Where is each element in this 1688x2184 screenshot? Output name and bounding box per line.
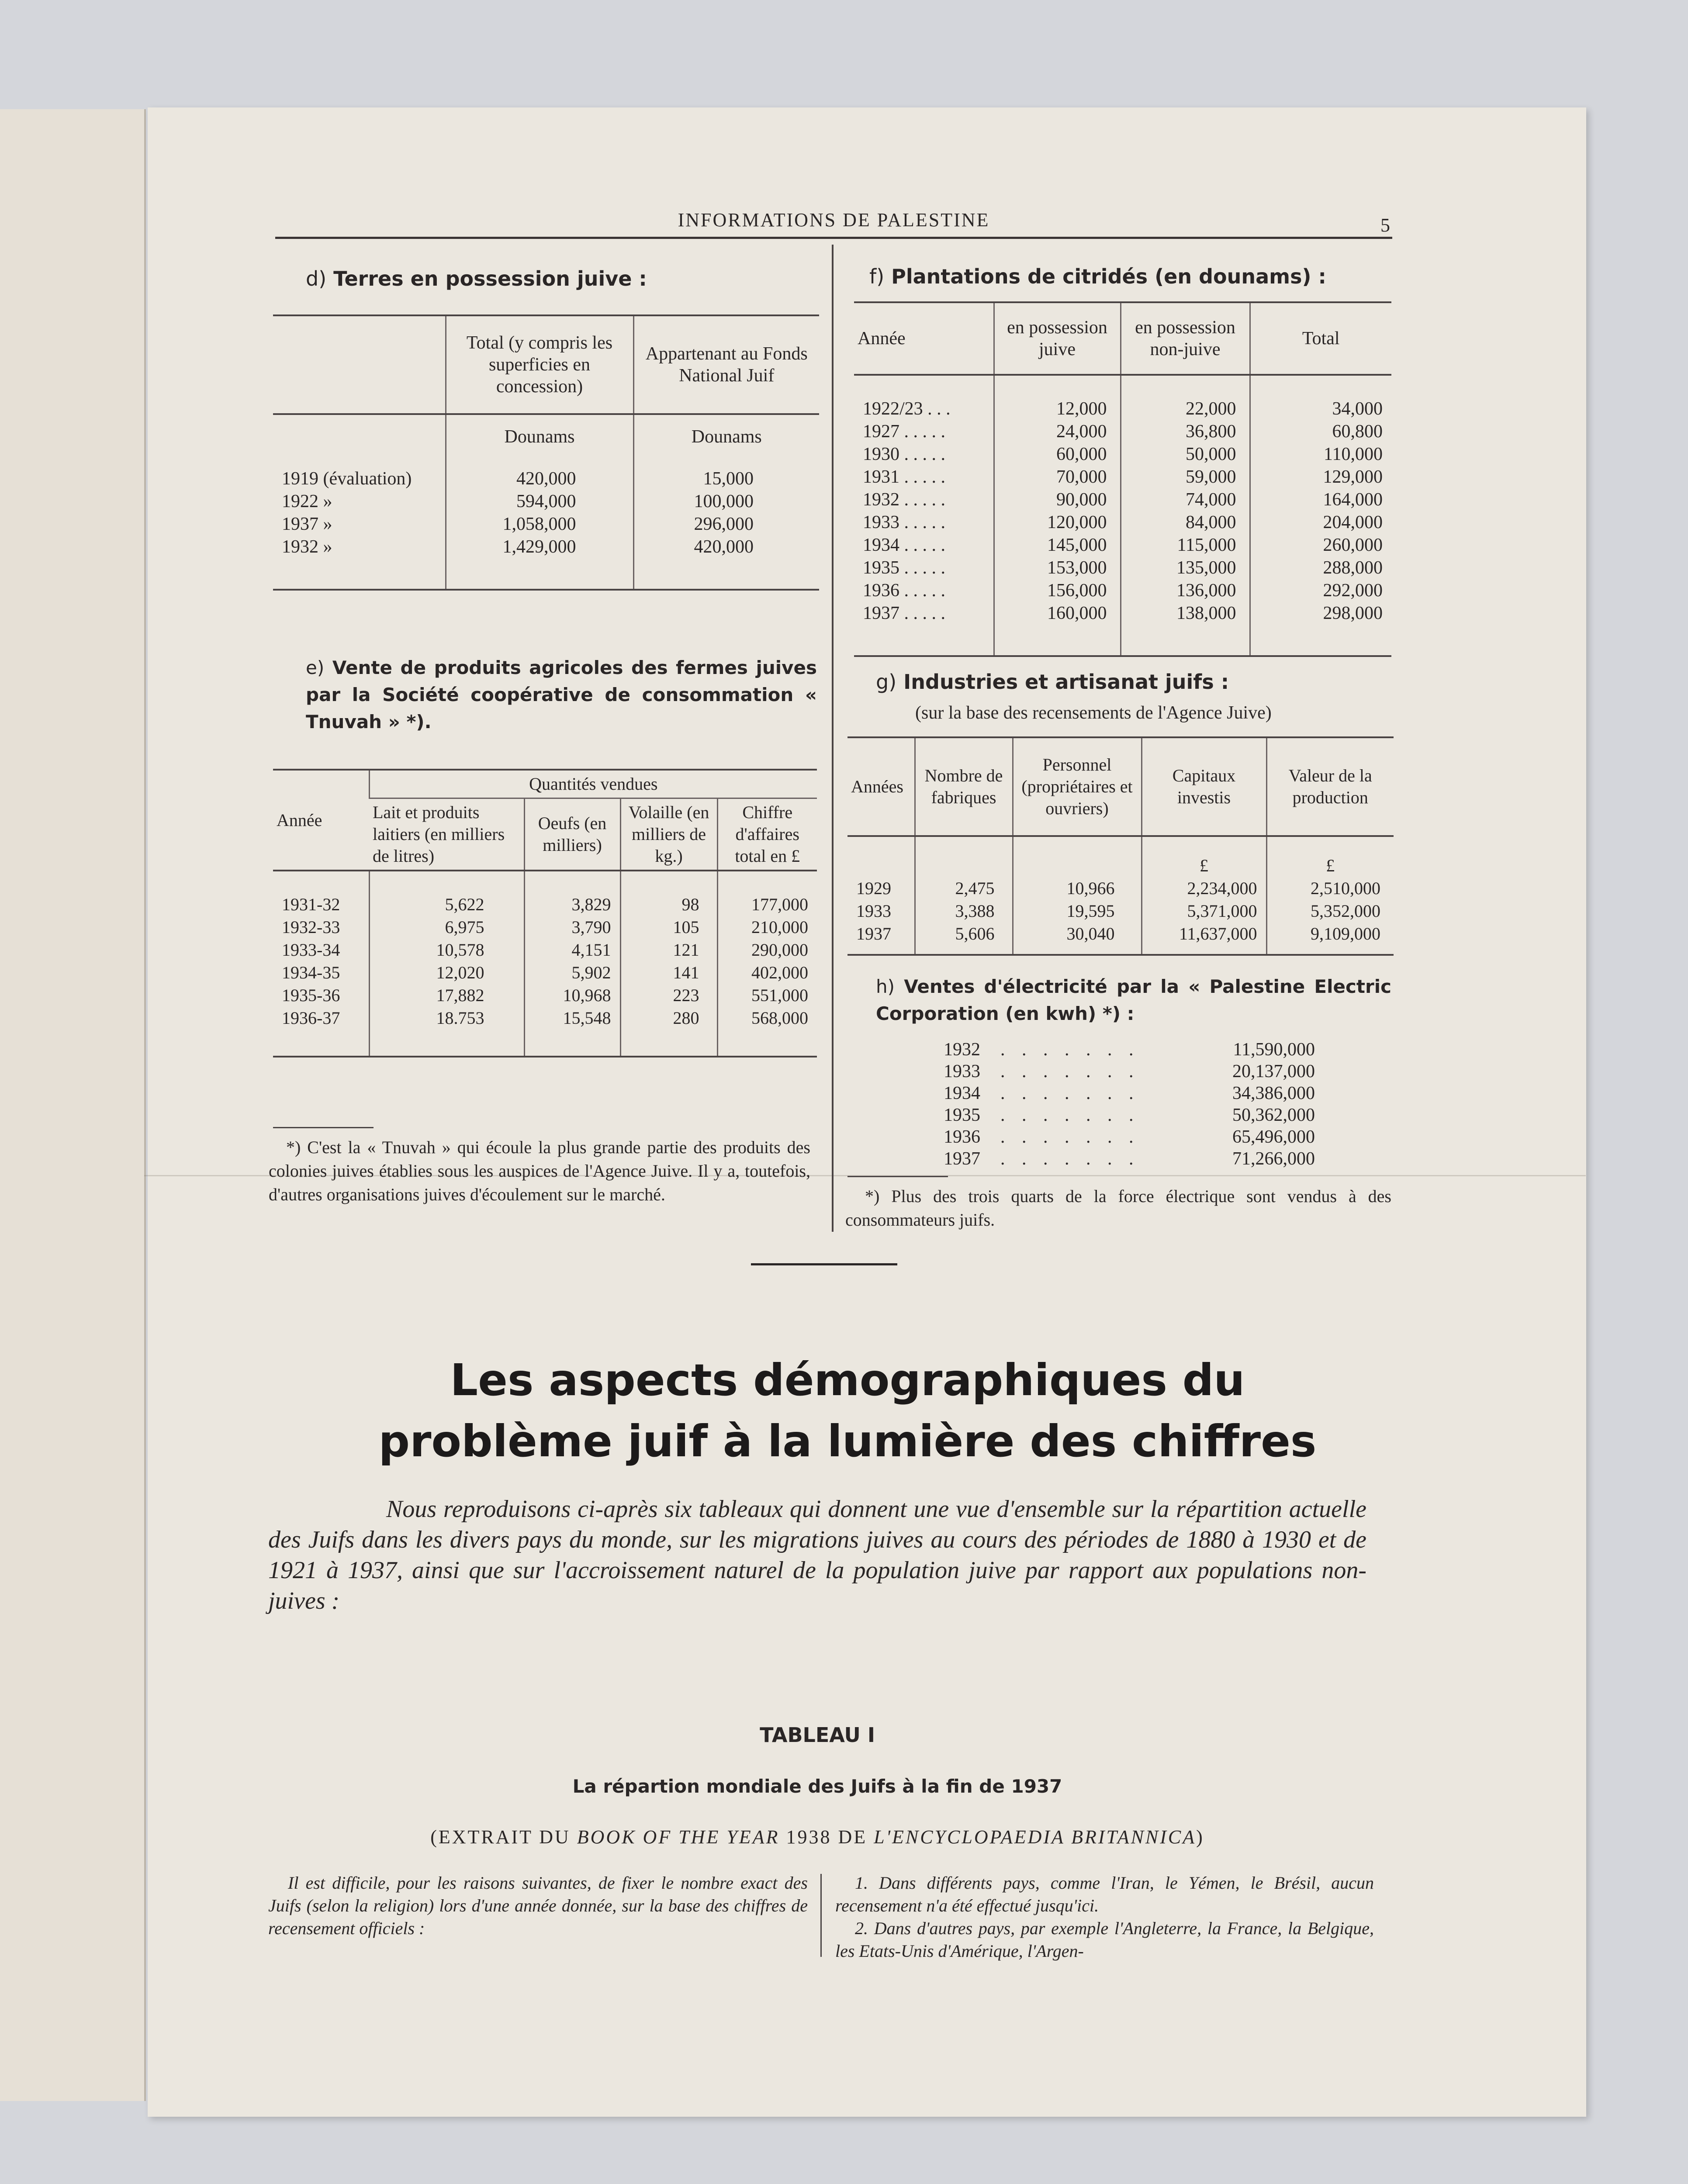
table-row xyxy=(273,1007,817,1030)
table-row xyxy=(273,893,817,916)
spacer-cell xyxy=(446,450,633,467)
value-cell: 5,606 xyxy=(915,923,1013,945)
value-cell: 5,352,000 xyxy=(1266,900,1394,923)
spacer-cell xyxy=(1250,375,1391,397)
row-label: 1937 xyxy=(856,924,891,943)
value-cell: 160,000 xyxy=(994,602,1121,625)
spacer-cell xyxy=(273,450,446,467)
header-row xyxy=(847,737,1394,836)
footnote-rule xyxy=(273,1127,374,1128)
table-row xyxy=(854,556,1391,579)
header-cell: Nombre de fabriques xyxy=(915,737,1013,836)
electricity-row xyxy=(944,1104,1315,1126)
table-row xyxy=(273,490,819,513)
unit-cell xyxy=(915,854,1013,877)
spacer-cell xyxy=(633,414,819,424)
header-cell: Total xyxy=(1250,302,1391,375)
column-right-text: 1. Dans différents pays, comme l'Iran, le Yémen, le Brésil, aucun recensement n'a été effectué jusqu'ici. 2. Dans d'autres pays, par exemple l'Angleterre, la France, la Belgique, les Etats-Unis d'Amérique, l'Argen- xyxy=(835,1873,1374,1961)
row-label: 1937 . . . . . xyxy=(863,603,945,623)
row-label: 1936 . . . . . xyxy=(863,581,945,601)
table-row xyxy=(854,488,1391,511)
value-cell: 153,000 xyxy=(994,556,1121,579)
running-title: INFORMATIONS DE PALESTINE xyxy=(678,209,990,231)
value-cell: 290,000 xyxy=(717,939,817,961)
value-cell: 420,000 xyxy=(446,467,633,490)
value-cell: 4,151 xyxy=(524,939,620,961)
value-cell: 1,058,000 xyxy=(446,513,633,536)
spacer-cell xyxy=(1013,836,1141,854)
row-label: 1934-35 xyxy=(282,963,340,982)
value-cell: 59,000 xyxy=(1121,466,1250,488)
value-cell: 5,371,000 xyxy=(1141,900,1266,923)
header-cell: Année xyxy=(854,302,994,375)
adjacent-page xyxy=(0,109,146,2101)
column-divider xyxy=(832,245,834,1232)
row-label: 1927 . . . . . xyxy=(863,422,945,442)
units-row xyxy=(847,854,1394,877)
header-rule xyxy=(275,237,1392,239)
leader-dots: . . . . . . . xyxy=(1000,1083,1140,1103)
spacer-cell xyxy=(446,558,633,590)
row-label: 1932 » xyxy=(282,537,332,557)
table-row xyxy=(854,579,1391,602)
spacer-cell xyxy=(524,1030,620,1057)
section-d-title: d) Terres en possession juive : xyxy=(306,267,647,290)
table-row xyxy=(854,534,1391,556)
value-cell: 120,000 xyxy=(994,511,1121,534)
spacer-cell xyxy=(1013,945,1141,955)
electricity-year: 1937 xyxy=(944,1149,980,1169)
value-cell: 164,000 xyxy=(1250,488,1391,511)
spacer-cell xyxy=(1121,625,1250,656)
row-label: 1936-37 xyxy=(282,1008,340,1028)
table-row xyxy=(273,916,817,939)
spacer-cell xyxy=(524,871,620,893)
value-cell: 84,000 xyxy=(1121,511,1250,534)
header-cell: Lait et produits laitiers (en milliers de litres) xyxy=(369,798,524,871)
electricity-year: 1935 xyxy=(944,1105,980,1125)
spacer-cell xyxy=(273,558,446,590)
value-cell: 22,000 xyxy=(1121,397,1250,420)
group-header-cell: Quantités vendues xyxy=(369,770,817,798)
table-row xyxy=(273,513,819,536)
spacer-cell xyxy=(1141,836,1266,854)
spacer-row xyxy=(273,414,819,424)
electricity-value: 71,266,000 xyxy=(1232,1149,1315,1169)
row-label: 1919 (évaluation) xyxy=(282,469,412,489)
value-cell: 15,000 xyxy=(633,467,819,490)
value-cell: 204,000 xyxy=(1250,511,1391,534)
header-cell: Chiffre d'affaires total en £ xyxy=(717,798,817,871)
table-industries xyxy=(847,736,1394,956)
spacer-row xyxy=(854,375,1391,397)
leader-dots: . . . . . . . xyxy=(1000,1127,1140,1147)
value-cell: 60,800 xyxy=(1250,420,1391,443)
spacer-cell xyxy=(620,1030,717,1057)
table-row xyxy=(847,923,1394,945)
table-row xyxy=(273,467,819,490)
electricity-year: 1936 xyxy=(944,1127,980,1147)
value-cell: 568,000 xyxy=(717,1007,817,1030)
value-cell: 420,000 xyxy=(633,536,819,558)
value-cell: 70,000 xyxy=(994,466,1121,488)
header-cell: Total (y compris les superficies en concession) xyxy=(446,315,633,414)
source-citation: (EXTRAIT DU BOOK OF THE YEAR 1938 DE L'ENCYCLOPAEDIA BRITANNICA) xyxy=(430,1826,1204,1848)
table-row xyxy=(273,984,817,1007)
row-label: 1937 » xyxy=(282,514,332,534)
value-cell: 3,829 xyxy=(524,893,620,916)
section-separator xyxy=(751,1263,897,1265)
spacer-cell xyxy=(854,625,994,656)
row-label: 1932 . . . . . xyxy=(863,490,945,510)
table-row xyxy=(273,939,817,961)
leader-dots: . . . . . . . xyxy=(1000,1061,1140,1082)
value-cell: 18.753 xyxy=(369,1007,524,1030)
electricity-row xyxy=(944,1039,1315,1061)
spacer-cell xyxy=(273,1030,369,1057)
row-label: 1931-32 xyxy=(282,895,340,914)
section-e-title: e) Vente de produits agricoles des fermes juives par la Société coopérative de consommation « Tnuvah » *). xyxy=(306,657,817,733)
value-cell: 30,040 xyxy=(1013,923,1141,945)
value-cell: 210,000 xyxy=(717,916,817,939)
electricity-year: 1934 xyxy=(944,1083,980,1103)
value-cell: 2,510,000 xyxy=(1266,877,1394,900)
electricity-value: 34,386,000 xyxy=(1232,1083,1315,1103)
value-cell: 19,595 xyxy=(1013,900,1141,923)
spacer-cell xyxy=(369,1030,524,1057)
value-cell: 110,000 xyxy=(1250,443,1391,466)
unit-cell: £ xyxy=(1141,854,1266,877)
value-cell: 100,000 xyxy=(633,490,819,513)
table-row xyxy=(854,511,1391,534)
value-cell: 177,000 xyxy=(717,893,817,916)
leader-dots: . . . . . . . xyxy=(1000,1040,1140,1060)
value-cell: 90,000 xyxy=(994,488,1121,511)
article-intro: Nous reproduisons ci-après six tableaux qui donnent une vue d'ensemble sur la répartition actuelle des Juifs dans les divers pays du monde, sur les migrations juives au cours des périodes de 1880 à 1930 et de 1921 à 1937, ainsi que sur l'accroissement naturel de la population juive par rapport aux populations non-juives : xyxy=(268,1496,1366,1614)
row-label: 1930 . . . . . xyxy=(863,444,945,464)
header-cell: Année xyxy=(273,770,369,871)
unit-cell xyxy=(1013,854,1141,877)
header-cell: Années xyxy=(847,737,915,836)
spacer-cell xyxy=(994,625,1121,656)
row-label: 1935 . . . . . xyxy=(863,558,945,578)
value-cell: 129,000 xyxy=(1250,466,1391,488)
value-cell: 402,000 xyxy=(717,961,817,984)
header-cell: Appartenant au Fonds National Juif xyxy=(633,315,819,414)
table-row xyxy=(854,466,1391,488)
value-cell: 9,109,000 xyxy=(1266,923,1394,945)
value-cell: 24,000 xyxy=(994,420,1121,443)
table-land-ownership xyxy=(273,314,819,591)
spacer-cell xyxy=(915,836,1013,854)
spacer-cell xyxy=(847,945,915,955)
column-left-text: Il est difficile, pour les raisons suivantes, de fixer le nombre exact des Juifs (selon la religion) lors d'une année donnée, sur la base des chiffres de recensement officiels : xyxy=(268,1873,808,1938)
spacer-cell xyxy=(717,871,817,893)
value-cell: 223 xyxy=(620,984,717,1007)
leader-dots: . . . . . . . xyxy=(1000,1149,1140,1169)
value-cell: 1,429,000 xyxy=(446,536,633,558)
spacer-cell xyxy=(273,414,446,424)
spacer-cell xyxy=(854,375,994,397)
spacer-row xyxy=(847,836,1394,854)
spacer-cell xyxy=(1266,945,1394,955)
spacer-row xyxy=(273,1030,817,1057)
header-row xyxy=(273,315,819,414)
electricity-year: 1933 xyxy=(944,1061,980,1082)
row-label: 1934 . . . . . xyxy=(863,535,945,555)
table-citrus-plantations xyxy=(854,301,1391,657)
value-cell: 136,000 xyxy=(1121,579,1250,602)
table-tnuvah-sales xyxy=(273,769,817,1057)
value-cell: 34,000 xyxy=(1250,397,1391,420)
spacer-cell xyxy=(620,871,717,893)
value-cell: 5,902 xyxy=(524,961,620,984)
header-cell: en possession juive xyxy=(994,302,1121,375)
value-cell: 2,475 xyxy=(915,877,1013,900)
row-label: 1933-34 xyxy=(282,940,340,960)
spacer-cell xyxy=(847,836,915,854)
header-cell: Oeufs (en milliers) xyxy=(524,798,620,871)
article-headline: Les aspects démographiques du problème juif à la lumière des chiffres xyxy=(378,1355,1317,1467)
table-title: La répartion mondiale des Juifs à la fin de 1937 xyxy=(572,1776,1062,1797)
footnote-electricity: *) Plus des trois quarts de la force électrique sont vendus à des consommateurs juifs. xyxy=(845,1186,1391,1230)
table-row xyxy=(273,961,817,984)
table-label: TABLEAU I xyxy=(760,1723,875,1747)
value-cell: 135,000 xyxy=(1121,556,1250,579)
header-cell: en possession non-juive xyxy=(1121,302,1250,375)
spacer-row xyxy=(273,450,819,467)
row-label: 1932-33 xyxy=(282,917,340,937)
value-cell: 288,000 xyxy=(1250,556,1391,579)
table-row xyxy=(854,602,1391,625)
spacer-row xyxy=(847,945,1394,955)
electricity-value: 65,496,000 xyxy=(1232,1127,1315,1147)
units-row xyxy=(273,424,819,450)
table-row xyxy=(854,397,1391,420)
value-cell: 156,000 xyxy=(994,579,1121,602)
value-cell: 296,000 xyxy=(633,513,819,536)
spacer-cell xyxy=(446,414,633,424)
footnote-rule xyxy=(847,1176,948,1177)
header-cell: Volaille (en milliers de kg.) xyxy=(620,798,717,871)
spacer-cell xyxy=(1250,625,1391,656)
unit-cell: Dounams xyxy=(446,424,633,450)
unit-cell xyxy=(273,424,446,450)
header-cell: Personnel (propriétaires et ouvriers) xyxy=(1013,737,1141,836)
value-cell: 145,000 xyxy=(994,534,1121,556)
row-label: 1931 . . . . . xyxy=(863,467,945,487)
spacer-row xyxy=(273,558,819,590)
leader-dots: . . . . . . . xyxy=(1000,1105,1140,1125)
value-cell: 105 xyxy=(620,916,717,939)
spacer-cell xyxy=(1121,375,1250,397)
unit-cell: £ xyxy=(1266,854,1394,877)
value-cell: 10,966 xyxy=(1013,877,1141,900)
column-divider xyxy=(820,1874,822,1957)
spacer-row xyxy=(273,871,817,893)
row-label: 1922/23 . . . xyxy=(863,399,951,419)
row-label: 1929 xyxy=(856,878,891,898)
value-cell: 3,388 xyxy=(915,900,1013,923)
value-cell: 98 xyxy=(620,893,717,916)
spacer-cell xyxy=(633,450,819,467)
unit-cell: Dounams xyxy=(633,424,819,450)
value-cell: 74,000 xyxy=(1121,488,1250,511)
electricity-row xyxy=(944,1148,1315,1170)
section-g-title: g) Industries et artisanat juifs : xyxy=(876,670,1229,694)
spacer-cell xyxy=(915,945,1013,955)
spacer-cell xyxy=(1266,836,1394,854)
value-cell: 17,882 xyxy=(369,984,524,1007)
value-cell: 10,968 xyxy=(524,984,620,1007)
header-cell xyxy=(273,315,446,414)
value-cell: 12,000 xyxy=(994,397,1121,420)
value-cell: 12,020 xyxy=(369,961,524,984)
spacer-cell xyxy=(273,871,369,893)
value-cell: 5,622 xyxy=(369,893,524,916)
value-cell: 60,000 xyxy=(994,443,1121,466)
electricity-year: 1932 xyxy=(944,1040,980,1060)
row-label: 1933 xyxy=(856,901,891,921)
electricity-value: 11,590,000 xyxy=(1233,1040,1315,1060)
unit-cell xyxy=(847,854,915,877)
page-number: 5 xyxy=(1380,214,1390,236)
value-cell: 10,578 xyxy=(369,939,524,961)
section-h-title: h) Ventes d'électricité par la « Palestine Electric Corporation (en kwh) *) : xyxy=(876,976,1391,1024)
value-cell: 551,000 xyxy=(717,984,817,1007)
value-cell: 138,000 xyxy=(1121,602,1250,625)
header-cell: Valeur de la production xyxy=(1266,737,1394,836)
spacer-cell xyxy=(369,871,524,893)
value-cell: 50,000 xyxy=(1121,443,1250,466)
table-row xyxy=(847,877,1394,900)
electricity-row xyxy=(944,1082,1315,1104)
spacer-cell xyxy=(1141,945,1266,955)
electricity-value: 20,137,000 xyxy=(1232,1061,1315,1082)
electricity-sales-list xyxy=(944,1039,1315,1170)
value-cell: 11,637,000 xyxy=(1141,923,1266,945)
row-label: 1935-36 xyxy=(282,985,340,1005)
table-row xyxy=(847,900,1394,923)
table-row xyxy=(854,443,1391,466)
electricity-value: 50,362,000 xyxy=(1232,1105,1315,1125)
spacer-row xyxy=(854,625,1391,656)
value-cell: 36,800 xyxy=(1121,420,1250,443)
value-cell: 292,000 xyxy=(1250,579,1391,602)
value-cell: 3,790 xyxy=(524,916,620,939)
value-cell: 260,000 xyxy=(1250,534,1391,556)
value-cell: 115,000 xyxy=(1121,534,1250,556)
group-header-row xyxy=(273,770,817,798)
footnote-tnuvah: *) C'est la « Tnuvah » qui écoule la plus grande partie des produits des colonies juives établies sous les auspices de l'Agence Juive. Il y a, toutefois, d'autres organisations juives d'écoulement sur le marché. xyxy=(269,1137,810,1204)
table-row xyxy=(273,536,819,558)
spacer-cell xyxy=(994,375,1121,397)
value-cell: 2,234,000 xyxy=(1141,877,1266,900)
row-label: 1933 . . . . . xyxy=(863,512,945,532)
spacer-cell xyxy=(717,1030,817,1057)
section-f-title: f) Plantations de citridés (en dounams) : xyxy=(869,265,1326,288)
header-row xyxy=(854,302,1391,375)
value-cell: 121 xyxy=(620,939,717,961)
row-label: 1922 » xyxy=(282,491,332,511)
section-g-subtitle: (sur la base des recensements de l'Agence Juive) xyxy=(915,703,1272,723)
table-row xyxy=(854,420,1391,443)
value-cell: 280 xyxy=(620,1007,717,1030)
value-cell: 141 xyxy=(620,961,717,984)
header-cell: Capitaux investis xyxy=(1141,737,1266,836)
value-cell: 298,000 xyxy=(1250,602,1391,625)
electricity-row xyxy=(944,1061,1315,1082)
electricity-row xyxy=(944,1126,1315,1148)
value-cell: 6,975 xyxy=(369,916,524,939)
value-cell: 594,000 xyxy=(446,490,633,513)
value-cell: 15,548 xyxy=(524,1007,620,1030)
spacer-cell xyxy=(633,558,819,590)
